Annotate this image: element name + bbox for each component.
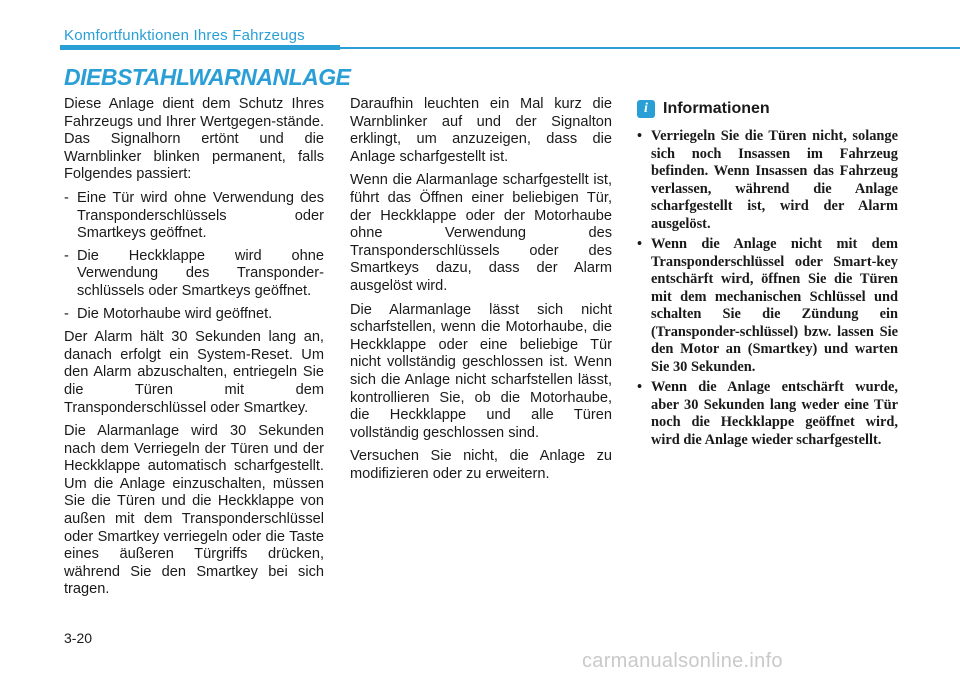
header-accent-bar: [60, 45, 340, 50]
paragraph: Die Alarmanlage lässt sich nicht scharfstellen, wenn die Motorhaube, die Heckklappe oder eine beliebige Tür nicht vollständig geschlossen ist. Wenn sich die Anlage nicht scharfstellen lässt, kontrollieren Sie, ob die Motorhaube, die Heckklappe und alle Türen vollständig geschlossen sind.: [350, 301, 612, 441]
paragraph: Wenn die Alarmanlage scharfgestellt ist, führt das Öffnen einer beliebigen Tür, der Heckklappe oder der Motorhaube ohne Verwendung des Transponderschlüssels oder des Smartkeys dazu, dass der Alarm ausgelöst wird.: [350, 172, 612, 294]
section-title: DIEBSTAHLWARNANLAGE: [64, 64, 351, 90]
column-middle: [350, 96, 612, 489]
paragraph: Daraufhin leuchten ein Mal kurz die Warnblinker auf und der Signalton erklingt, um anzuzeigen, dass die Anlage scharfgestellt ist.: [350, 96, 612, 165]
page-number: 3-20: [64, 630, 93, 646]
column-left: [64, 96, 324, 605]
paragraph: Der Alarm hält 30 Sekunden lang an, danach erfolgt ein System-Reset. Um den Alarm abzuschalten, entriegeln Sie die Türen mit dem Transponderschlüssel oder Smartkey.: [64, 329, 324, 416]
list-item: - Die Heckklappe wird ohne Verwendung des Transponder-schlüssels oder Smartkeys geöffnet.: [64, 248, 324, 301]
dash-list: [64, 190, 324, 323]
list-item: - Eine Tür wird ohne Verwendung des Transponderschlüssels oder Smartkeys geöffnet.: [64, 190, 324, 243]
header-rule: [340, 47, 960, 49]
info-bullet-list: [637, 128, 898, 449]
info-header: [637, 98, 898, 120]
paragraph: Diese Anlage dient dem Schutz Ihres Fahrzeugs und Ihrer Wertgegen-stände. Das Signalhorn ertönt und die Warnblinker blinken permanent, falls Folgendes passiert:: [64, 96, 324, 183]
paragraph: Versuchen Sie nicht, die Anlage zu modifizieren oder zu erweitern.: [350, 448, 612, 482]
list-item: - Die Motorhaube wird geöffnet.: [64, 306, 324, 324]
header-title: Komfortfunktionen Ihres Fahrzeugs: [64, 27, 305, 44]
info-bullet-item: • Verriegeln Sie die Türen nicht, solange sich noch Insassen im Fahrzeug befinden. Wenn Insassen das Fahrzeug verlassen, während die Anlage scharfgestellt ist, wird der Alarm ausgelöst.: [637, 128, 898, 233]
info-bullet-item: • Wenn die Anlage entschärft wurde, aber 30 Sekunden lang weder eine Tür noch die Heckklappe geöffnet wird, wird die Anlage wieder scharfgestellt.: [637, 379, 898, 449]
info-title: Informationen: [663, 100, 770, 117]
info-bullet-item: • Wenn die Anlage nicht mit dem Transponderschlüssel oder Smart-key entschärft wird, öffnen Sie die Türen mit dem mechanischen Schlüssel und schalten Sie die Zündung ein (Transponder-schlüssel) bzw. lassen Sie den Motor an (Smartkey) und warten Sie 30 Sekunden.: [637, 236, 898, 376]
info-box: [637, 98, 898, 452]
info-icon: i: [637, 100, 655, 118]
watermark: carmanualsonline.info: [582, 650, 783, 672]
paragraph: Die Alarmanlage wird 30 Sekunden nach dem Verriegeln der Türen und der Heckklappe automatisch scharfgestellt. Um die Anlage einzuschalten, müssen Sie die Türen und die Heckklappe von außen mit dem Transponderschlüssel oder Smartkey verriegeln oder die Taste eines äußeren Türgriffs drücken, während Sie den Smartkey bei sich tragen.: [64, 423, 324, 598]
